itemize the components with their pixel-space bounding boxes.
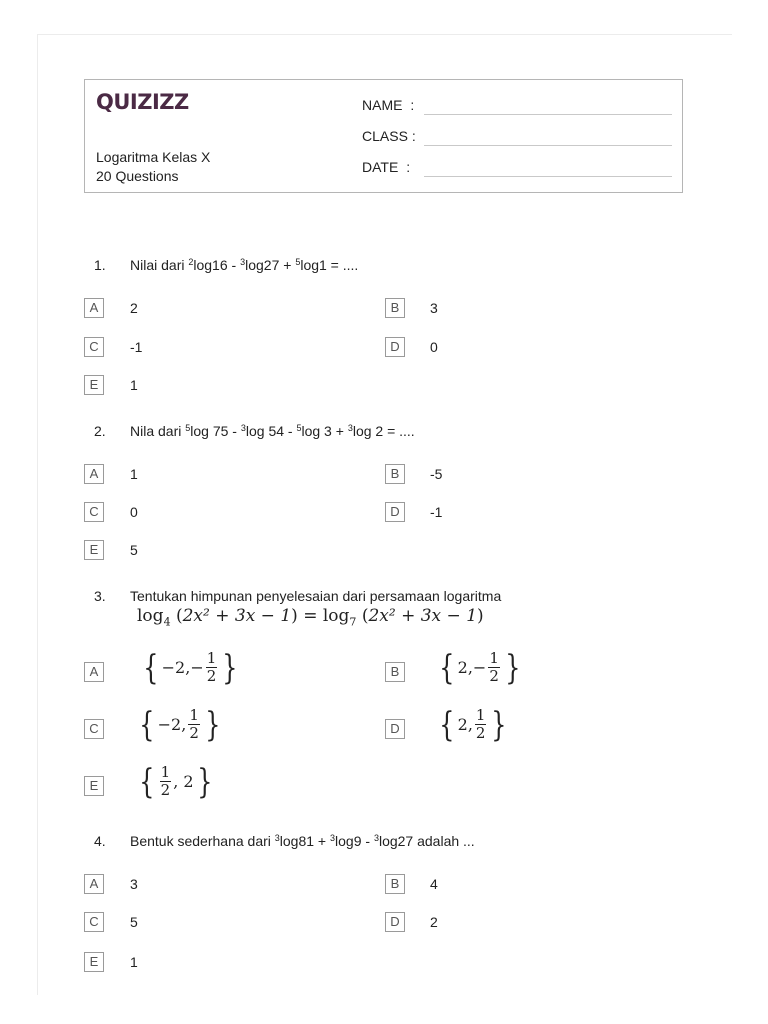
- name-field[interactable]: NAME :: [362, 97, 424, 113]
- option-c-text: -1: [130, 339, 143, 355]
- option-b-set: { 2, − $\frac{1}{2}$ }: [439, 647, 521, 688]
- option-d-text: 0: [430, 339, 438, 355]
- option-e-set: { $\frac{1}{2}$ , 2 }: [139, 761, 212, 802]
- question-text: Nila dari $^5$log 75 - $^3$log 54 - $^5$log 3 + $^3$log 2 = ....: [130, 423, 415, 439]
- question-number: 2.: [94, 423, 106, 439]
- option-a-text: 1: [130, 466, 138, 482]
- option-b-box[interactable]: B: [385, 874, 405, 894]
- option-c-set: { −2, $\frac{1}{2}$ }: [139, 704, 221, 745]
- option-b-text: 4: [430, 876, 438, 892]
- option-d-text: 2: [430, 914, 438, 930]
- name-line: [424, 114, 672, 115]
- class-line: [424, 145, 672, 146]
- option-e-box[interactable]: E: [84, 952, 104, 972]
- question-number: 1.: [94, 257, 106, 273]
- option-b-text: 3: [430, 300, 438, 316]
- option-e-box[interactable]: E: [84, 375, 104, 395]
- option-c-box[interactable]: C: [84, 719, 104, 739]
- option-c-text: 5: [130, 914, 138, 930]
- question-number: 4.: [94, 833, 106, 849]
- option-d-text: -1: [430, 504, 443, 520]
- class-field[interactable]: CLASS :: [362, 128, 424, 144]
- date-line: [424, 176, 672, 177]
- option-b-box[interactable]: B: [385, 464, 405, 484]
- option-a-text: 3: [130, 876, 138, 892]
- option-a-box[interactable]: A: [84, 464, 104, 484]
- date-field[interactable]: DATE :: [362, 159, 424, 175]
- option-c-box[interactable]: C: [84, 337, 104, 357]
- question-text: Nilai dari $^2$log16 - $^3$log27 + $^5$log1 = ....: [130, 257, 359, 273]
- option-e-text: 1: [130, 377, 138, 393]
- option-a-box[interactable]: A: [84, 662, 104, 682]
- option-d-box[interactable]: D: [385, 719, 405, 739]
- question-count: 20 Questions: [96, 168, 179, 184]
- option-d-set: { 2, $\frac{1}{2}$ }: [439, 704, 507, 745]
- option-a-text: 2: [130, 300, 138, 316]
- option-b-box[interactable]: B: [385, 298, 405, 318]
- question-text: Tentukan himpunan penyelesaian dari persamaan logaritma: [130, 588, 502, 604]
- worksheet-header: [84, 79, 683, 193]
- option-e-text: 5: [130, 542, 138, 558]
- quiz-title: Logaritma Kelas X: [96, 149, 211, 165]
- option-e-text: 1: [130, 954, 138, 970]
- option-c-text: 0: [130, 504, 138, 520]
- option-d-box[interactable]: D: [385, 912, 405, 932]
- quizizz-logo: QUIZIZZ: [96, 90, 189, 114]
- question-number: 3.: [94, 588, 106, 604]
- option-d-box[interactable]: D: [385, 502, 405, 522]
- option-a-set: { −2, − $\frac{1}{2}$ }: [143, 647, 238, 688]
- option-a-box[interactable]: A: [84, 298, 104, 318]
- log-equation: $\log_4 (2x^2 + 3x - 1) = \log_7 (2x^2 + 3x - 1)$: [137, 606, 484, 629]
- option-e-box[interactable]: E: [84, 776, 104, 796]
- option-d-box[interactable]: D: [385, 337, 405, 357]
- option-b-text: -5: [430, 466, 443, 482]
- option-c-box[interactable]: C: [84, 912, 104, 932]
- option-b-box[interactable]: B: [385, 662, 405, 682]
- option-c-box[interactable]: C: [84, 502, 104, 522]
- question-text: Bentuk sederhana dari $^3$log81 + $^3$log9 - $^3$log27 adalah ...: [130, 833, 475, 849]
- option-e-box[interactable]: E: [84, 540, 104, 560]
- option-a-box[interactable]: A: [84, 874, 104, 894]
